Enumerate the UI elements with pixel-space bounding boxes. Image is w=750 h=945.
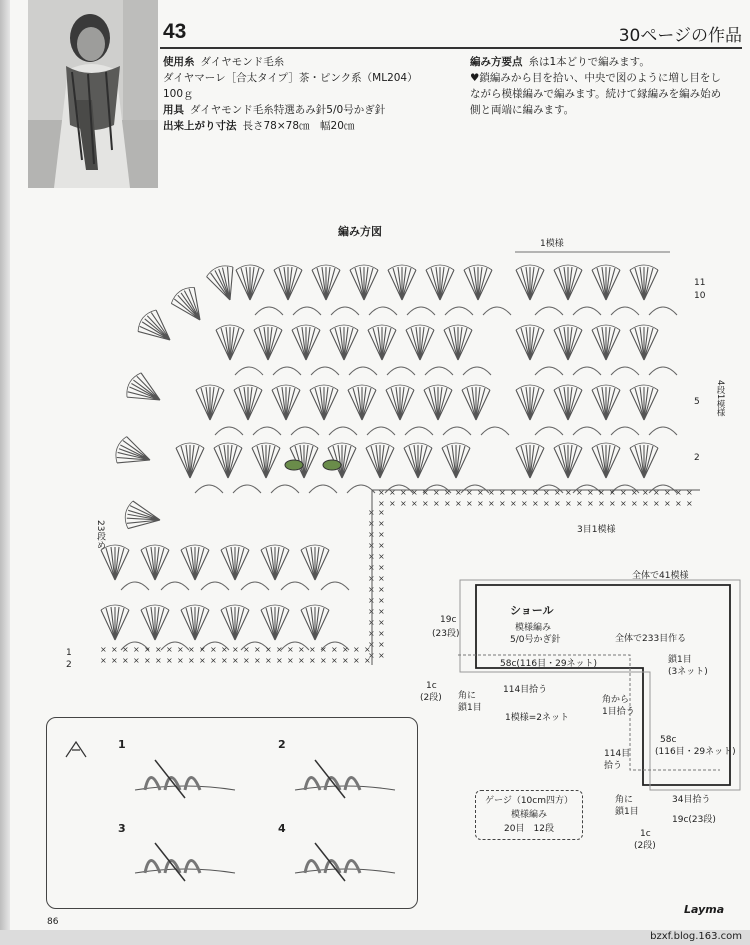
svg-text:×: ×: [378, 508, 385, 517]
svg-text:×: ×: [543, 488, 550, 497]
svg-text:×: ×: [100, 645, 107, 654]
svg-text:×: ×: [378, 499, 385, 508]
svg-text:×: ×: [368, 508, 375, 517]
rep-vertical-label: 4段1模様: [715, 380, 725, 417]
svg-text:×: ×: [144, 645, 151, 654]
edging-rows: [100, 488, 693, 665]
svg-text:×: ×: [111, 645, 118, 654]
yarn-brand: ダイヤモンド毛糸: [200, 56, 285, 68]
svg-text:×: ×: [276, 656, 283, 665]
tool-label: 用具: [163, 104, 184, 116]
step-2-number: 2: [278, 738, 286, 751]
svg-text:×: ×: [276, 645, 283, 654]
svg-text:×: ×: [100, 656, 107, 665]
pattern-number: 43: [163, 20, 187, 43]
chart-bottom-block: [101, 545, 349, 650]
schematic-corner2-b: 鎖1目: [615, 807, 639, 817]
schematic-pick-114: 114目拾う: [503, 685, 548, 695]
svg-text:×: ×: [642, 499, 649, 508]
svg-text:×: ×: [488, 499, 495, 508]
schematic-right-58-detail: (116目・29ネット): [655, 747, 736, 757]
svg-text:×: ×: [378, 596, 385, 605]
watermark: bzxf.blog.163.com: [650, 931, 742, 942]
svg-text:×: ×: [576, 499, 583, 508]
svg-text:×: ×: [664, 488, 671, 497]
svg-text:×: ×: [364, 645, 371, 654]
svg-text:×: ×: [587, 488, 594, 497]
schematic-right-114a: 114目: [604, 749, 631, 759]
bottom-repeat-label: 3目1模様: [577, 525, 616, 535]
svg-text:×: ×: [378, 618, 385, 627]
svg-text:×: ×: [521, 499, 528, 508]
svg-text:×: ×: [111, 656, 118, 665]
svg-text:×: ×: [433, 499, 440, 508]
svg-text:×: ×: [210, 656, 217, 665]
chart-left-block: [112, 262, 511, 533]
row-11-label: 11: [694, 278, 706, 288]
svg-text:×: ×: [554, 499, 561, 508]
svg-text:×: ×: [444, 488, 451, 497]
svg-text:×: ×: [368, 563, 375, 572]
svg-text:×: ×: [378, 574, 385, 583]
svg-text:×: ×: [177, 656, 184, 665]
row-5-label: 5: [694, 397, 700, 407]
svg-text:×: ×: [133, 645, 140, 654]
yarn-label: 使用糸: [163, 56, 195, 68]
svg-text:×: ×: [598, 499, 605, 508]
instructions-label: 編み方要点: [470, 56, 523, 68]
svg-text:×: ×: [642, 488, 649, 497]
svg-text:×: ×: [221, 645, 228, 654]
gauge-count: 20目 12段: [504, 824, 554, 834]
schematic-needle: 5/0号かぎ針: [510, 635, 561, 645]
svg-text:×: ×: [122, 656, 129, 665]
svg-text:×: ×: [532, 488, 539, 497]
gauge-box: [475, 790, 583, 840]
svg-text:×: ×: [554, 488, 561, 497]
svg-text:×: ×: [320, 656, 327, 665]
svg-text:×: ×: [686, 488, 693, 497]
svg-text:×: ×: [609, 488, 616, 497]
svg-text:×: ×: [232, 656, 239, 665]
svg-text:×: ×: [389, 499, 396, 508]
left-row1-label: 1: [66, 648, 72, 658]
schematic-bottom-2: (2段): [634, 841, 656, 851]
svg-text:×: ×: [353, 656, 360, 665]
gauge-title: ゲージ（10cm四方）: [485, 796, 573, 806]
svg-text:×: ×: [199, 645, 206, 654]
row-2-label: 2: [694, 453, 700, 463]
schematic-name: ショール: [510, 604, 554, 617]
svg-text:×: ×: [368, 585, 375, 594]
svg-text:×: ×: [368, 530, 375, 539]
schematic-total: 全体で41模様: [632, 571, 689, 581]
svg-text:×: ×: [400, 499, 407, 508]
schematic-corner-from: 角から: [602, 695, 630, 705]
svg-text:×: ×: [521, 488, 528, 497]
svg-text:×: ×: [368, 640, 375, 649]
svg-text:×: ×: [155, 645, 162, 654]
instructions-line3: ながら模様編みで編みます。続けて縁編みを編み始め: [470, 88, 722, 100]
svg-text:×: ×: [287, 656, 294, 665]
size-detail: 長さ78×78㎝ 幅20㎝: [242, 120, 355, 132]
size-label: 出来上がり寸法: [163, 120, 237, 132]
svg-text:×: ×: [477, 488, 484, 497]
svg-text:×: ×: [664, 499, 671, 508]
footer-bar: [0, 930, 750, 945]
svg-text:×: ×: [368, 618, 375, 627]
schematic-corner2-a: 角に: [615, 795, 634, 805]
svg-text:×: ×: [565, 488, 572, 497]
svg-text:×: ×: [368, 541, 375, 550]
svg-text:×: ×: [444, 499, 451, 508]
svg-text:×: ×: [210, 645, 217, 654]
schematic-pick-34: 34目拾う: [672, 795, 711, 805]
chart-right-block: [516, 265, 677, 493]
svg-text:×: ×: [411, 499, 418, 508]
svg-text:×: ×: [378, 563, 385, 572]
svg-text:×: ×: [368, 651, 375, 660]
gauge-stitch: 模様編み: [510, 810, 547, 820]
svg-text:×: ×: [378, 488, 385, 497]
svg-text:×: ×: [232, 645, 239, 654]
svg-text:×: ×: [287, 645, 294, 654]
marker-right: [323, 460, 341, 470]
svg-text:×: ×: [433, 488, 440, 497]
step-1-number: 1: [118, 738, 126, 751]
svg-text:×: ×: [609, 499, 616, 508]
schematic-left-height: 19c: [440, 615, 457, 625]
schematic-two-rows: (2段): [420, 693, 442, 703]
svg-text:×: ×: [378, 607, 385, 616]
svg-text:×: ×: [378, 629, 385, 638]
svg-text:×: ×: [378, 651, 385, 660]
svg-text:×: ×: [422, 488, 429, 497]
svg-text:×: ×: [631, 488, 638, 497]
diagram-frame: [46, 717, 418, 909]
schematic-corner-chain-b: 鎖1目: [458, 703, 482, 713]
svg-text:×: ×: [353, 645, 360, 654]
left-row2-label: 2: [66, 660, 72, 670]
tool-detail: ダイヤモンド毛糸特選あみ針5/0号かぎ針: [190, 104, 386, 116]
svg-text:×: ×: [653, 499, 660, 508]
schematic-right-114b: 拾う: [604, 761, 623, 771]
svg-text:×: ×: [466, 488, 473, 497]
svg-text:×: ×: [378, 640, 385, 649]
svg-text:×: ×: [166, 645, 173, 654]
svg-text:×: ×: [368, 629, 375, 638]
svg-text:×: ×: [378, 541, 385, 550]
schematic-corner-chain-a: 角に: [458, 691, 477, 701]
svg-text:×: ×: [243, 645, 250, 654]
svg-text:×: ×: [243, 656, 250, 665]
svg-text:×: ×: [620, 499, 627, 508]
svg-text:×: ×: [455, 499, 462, 508]
svg-text:×: ×: [331, 645, 338, 654]
svg-text:×: ×: [188, 645, 195, 654]
svg-text:×: ×: [620, 488, 627, 497]
svg-text:×: ×: [177, 645, 184, 654]
svg-text:×: ×: [254, 656, 261, 665]
schematic-chain1: 鎖1目: [668, 655, 692, 665]
svg-text:×: ×: [455, 488, 462, 497]
svg-text:×: ×: [400, 488, 407, 497]
svg-text:×: ×: [188, 656, 195, 665]
instructions-line1: 糸は1本どりで編みます。: [528, 56, 650, 68]
svg-text:×: ×: [543, 499, 550, 508]
schematic-left-rows: (23段): [432, 629, 460, 639]
schematic-right-58: 58c: [660, 735, 677, 745]
svg-text:×: ×: [342, 656, 349, 665]
chart-title: 編み方図: [338, 225, 382, 238]
svg-text:×: ×: [144, 656, 151, 665]
svg-text:×: ×: [631, 499, 638, 508]
svg-text:×: ×: [466, 499, 473, 508]
svg-text:×: ×: [510, 499, 517, 508]
page-reference: 30ページの作品: [618, 26, 742, 46]
svg-text:×: ×: [221, 656, 228, 665]
svg-text:×: ×: [298, 656, 305, 665]
svg-text:×: ×: [598, 488, 605, 497]
svg-text:×: ×: [378, 585, 385, 594]
svg-text:×: ×: [122, 645, 129, 654]
schematic-stitch: 模様編み: [515, 623, 552, 633]
page-number: 86: [47, 917, 59, 927]
instructions-line2: ♥鎖編みから目を拾い、中央で図のように増し目をし: [470, 72, 721, 84]
svg-text:×: ×: [587, 499, 594, 508]
yarn-detail: ダイヤマーレ［合太タイプ］茶・ピンク系（ML204）: [163, 72, 418, 84]
schematic-chain3: (3ネット): [668, 667, 708, 677]
svg-text:×: ×: [389, 488, 396, 497]
svg-text:×: ×: [368, 574, 375, 583]
schematic-corner-pick: 1目拾う: [602, 707, 635, 717]
svg-text:×: ×: [378, 530, 385, 539]
svg-text:×: ×: [532, 499, 539, 508]
svg-text:×: ×: [499, 488, 506, 497]
svg-text:×: ×: [378, 519, 385, 528]
svg-text:×: ×: [488, 488, 495, 497]
svg-text:×: ×: [254, 645, 261, 654]
instructions-line4: 側と両端に編みます。: [470, 104, 575, 116]
yarn-weight: 100ｇ: [163, 88, 194, 100]
svg-text:×: ×: [166, 656, 173, 665]
schematic-repeat-def: 1模様=2ネット: [505, 713, 569, 723]
svg-text:×: ×: [309, 645, 316, 654]
repeat-top-label: 1模様: [540, 239, 564, 249]
svg-text:×: ×: [368, 552, 375, 561]
schematic-bottom-19c: 19c(23段): [672, 815, 716, 825]
svg-text:×: ×: [331, 656, 338, 665]
svg-text:×: ×: [265, 656, 272, 665]
svg-text:×: ×: [499, 499, 506, 508]
svg-text:×: ×: [368, 596, 375, 605]
svg-text:×: ×: [368, 519, 375, 528]
left-rows-label: 23段め: [95, 520, 105, 550]
svg-text:×: ×: [510, 488, 517, 497]
svg-text:×: ×: [342, 645, 349, 654]
schematic-bottom-1c: 1c: [640, 829, 651, 839]
svg-text:×: ×: [320, 645, 327, 654]
svg-text:×: ×: [309, 656, 316, 665]
svg-text:×: ×: [653, 488, 660, 497]
svg-text:×: ×: [576, 488, 583, 497]
svg-text:×: ×: [155, 656, 162, 665]
svg-text:×: ×: [199, 656, 206, 665]
svg-text:×: ×: [422, 499, 429, 508]
step-4-number: 4: [278, 822, 286, 835]
svg-text:×: ×: [477, 499, 484, 508]
brand-mark: Layma: [684, 903, 725, 916]
step-3-number: 3: [118, 822, 126, 835]
svg-text:×: ×: [675, 488, 682, 497]
svg-text:×: ×: [368, 607, 375, 616]
svg-text:×: ×: [565, 499, 572, 508]
row-10-label: 10: [694, 291, 706, 301]
svg-text:×: ×: [265, 645, 272, 654]
schematic-top-58: 58c(116目・29ネット): [500, 659, 598, 669]
svg-text:×: ×: [378, 552, 385, 561]
svg-text:×: ×: [686, 499, 693, 508]
schematic-make-total: 全体で233目作る: [615, 634, 687, 644]
svg-text:×: ×: [675, 499, 682, 508]
marker-left: [285, 460, 303, 470]
svg-text:×: ×: [411, 488, 418, 497]
svg-text:×: ×: [298, 645, 305, 654]
schematic-one-c: 1c: [426, 681, 437, 691]
svg-text:×: ×: [364, 656, 371, 665]
svg-text:×: ×: [133, 656, 140, 665]
